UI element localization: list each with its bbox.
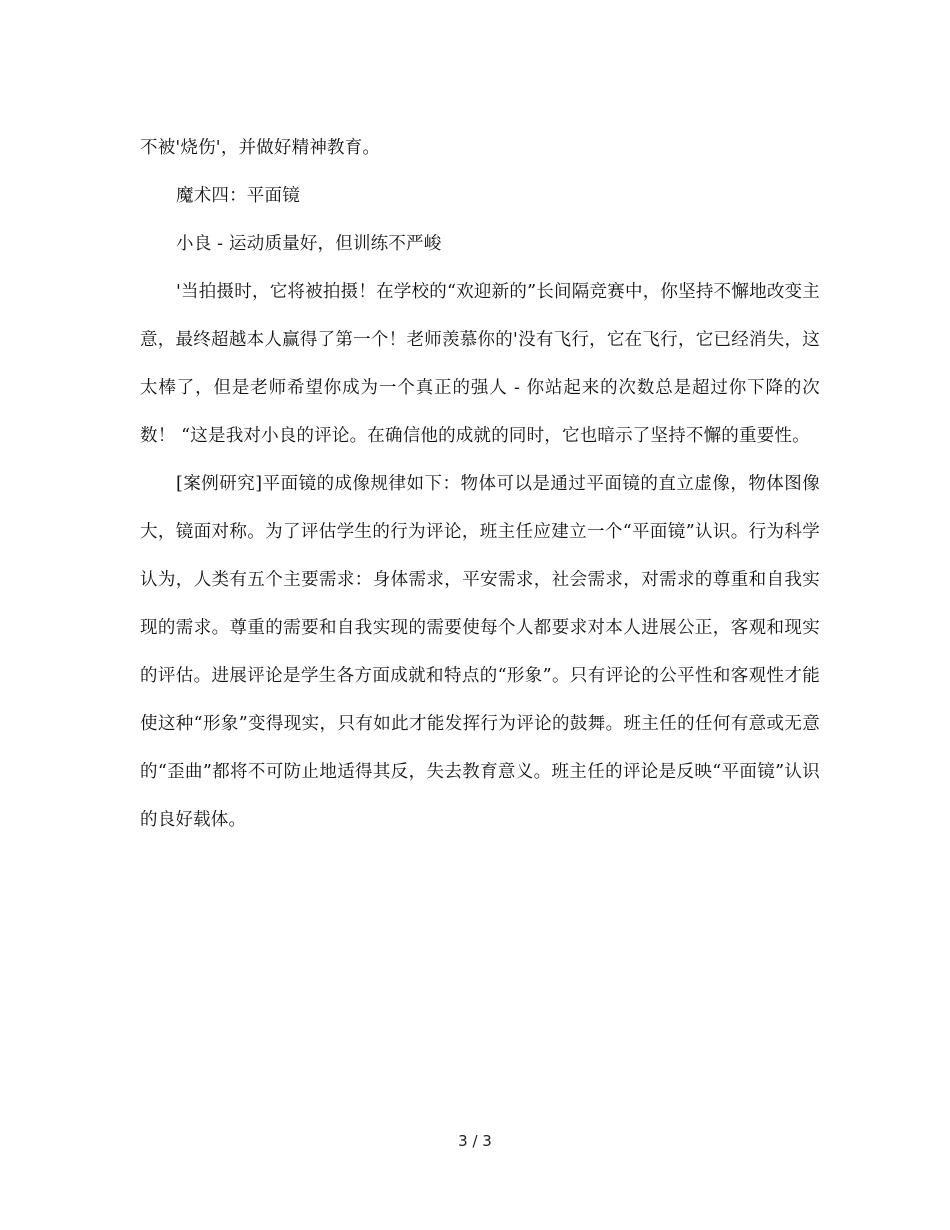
paragraph-continuation: 不被'烧伤'，并做好精神教育。 — [140, 138, 381, 158]
paragraph-case-study: [案例研究]平面镜的成像规律如下：物体可以是通过平面镜的直立虚像，物体图像大，镜面对称。为了评估学生的行为评论，班主任应建立一个“平面镜”认识。行为科学认为，人类有五个主要需求：身体需求，平安需求，社会需求，对需求的尊重和自我实现的需求。尊重的需要和自我实现的需要使每个人都要求对本人进展公正，客观和现实的评估。进展评论是学生各方面成就和特点的“形象”。只有评论的公平性和客观性才能使这种“形象”变得现实，只有如此才能发挥行为评论的鼓舞。班主任的任何有意或无意的“歪曲”都将不可防止地适得其反，失去教育意义。班主任的评论是反映“平面镜”认识的良好载体。 — [140, 474, 820, 830]
paragraph-xiaoliang-comment: '当拍摄时，它将被拍摄！在学校的“欢迎新的”长间隔竞赛中，你坚持不懈地改变主意，最终超越本人赢得了第一个！老师羡慕你的'没有飞行，它在飞行，它已经消失，这太棒了，但是老师希望你成为一个真正的强人 - 你站起来的次数总是超过你下降的次数！ “这是我对小良的评论。在确信他的成就的同时，它也暗示了坚持不懈的重要性。 — [140, 282, 820, 446]
document-body — [140, 124, 820, 844]
subheading-xiaoliang: 小良 - 运动质量好，但训练不严峻 — [176, 234, 442, 254]
page-number: 3 / 3 — [458, 1132, 492, 1150]
section-heading-magic-four: 魔术四：平面镜 — [176, 186, 300, 206]
